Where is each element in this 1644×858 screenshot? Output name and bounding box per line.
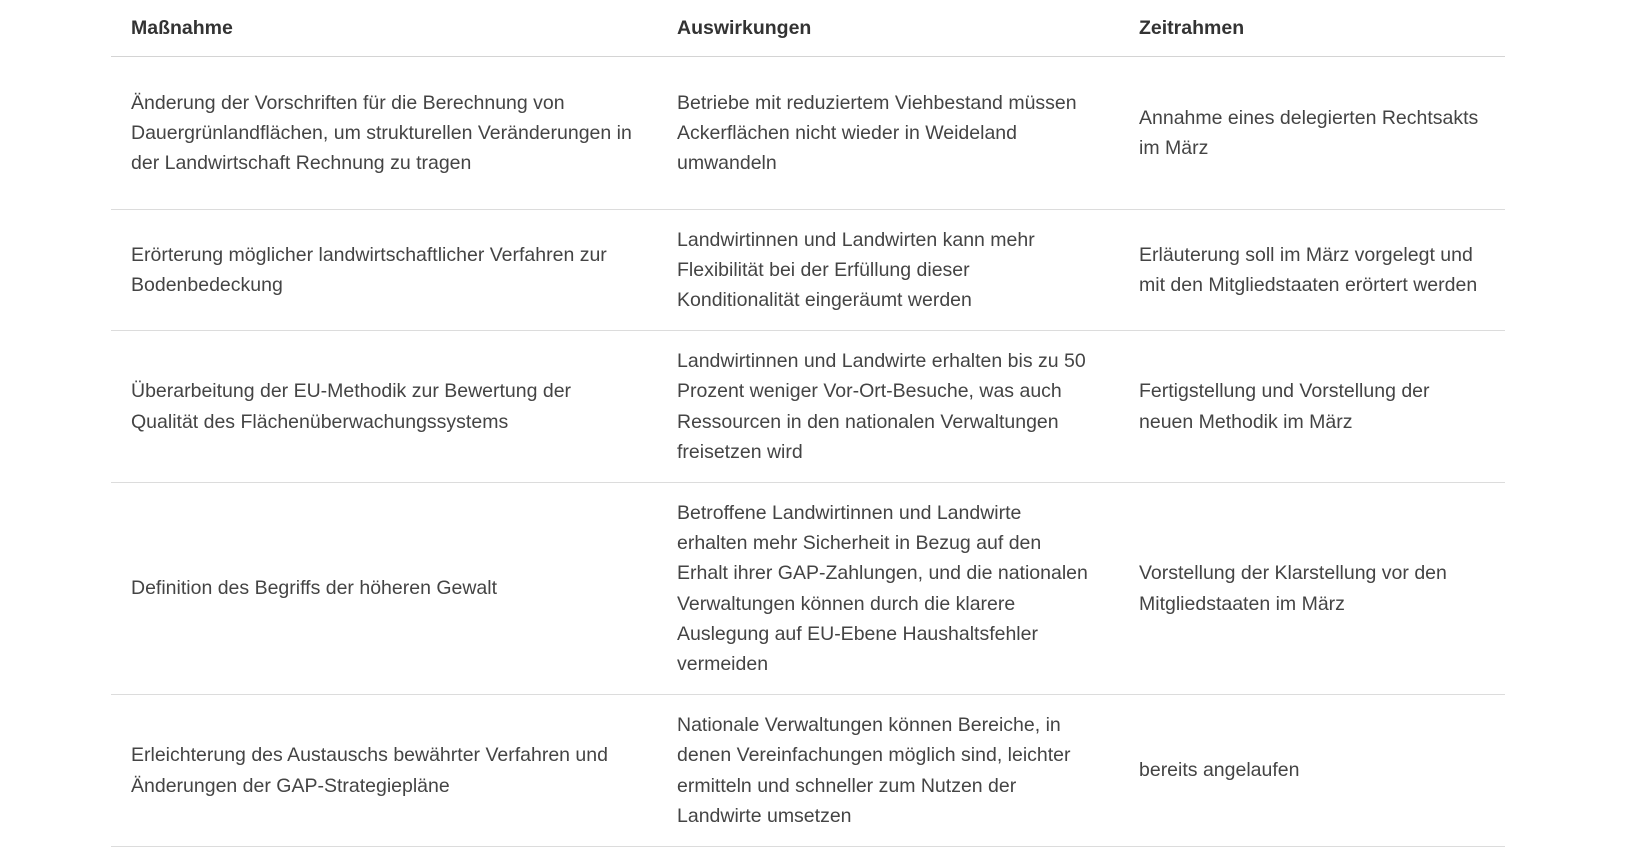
cell-auswirkungen: Betriebe mit reduziertem Viehbestand müssen Ackerflächen nicht wieder in Weideland umwandeln: [657, 57, 1119, 210]
cell-auswirkungen: Nationale Verwaltungen können Bereiche, in denen Vereinfachungen möglich sind, leichter ermitteln und schneller zum Nutzen der Landwirte umsetzen: [657, 695, 1119, 847]
cell-auswirkungen: Betroffene Landwirtinnen und Landwirte erhalten mehr Sicherheit in Bezug auf den Erhalt ihrer GAP-Zahlungen, und die nationalen Verwaltungen können durch die klarere Auslegung auf EU-Ebene Haushaltsfehler vermeiden: [657, 483, 1119, 695]
table-body: [111, 57, 1505, 847]
table-row: [111, 331, 1505, 483]
column-header-auswirkungen: Auswirkungen: [657, 0, 1119, 57]
cell-auswirkungen: Landwirtinnen und Landwirten kann mehr Flexibilität bei der Erfüllung dieser Konditionalität eingeräumt werden: [657, 210, 1119, 331]
table-row: [111, 695, 1505, 847]
cell-zeitrahmen: Erläuterung soll im März vorgelegt und mit den Mitgliedstaaten erörtert werden: [1119, 210, 1505, 331]
cell-zeitrahmen: bereits angelaufen: [1119, 695, 1505, 847]
cell-massnahme: Definition des Begriffs der höheren Gewalt: [111, 483, 657, 695]
column-header-zeitrahmen: Zeitrahmen: [1119, 0, 1505, 57]
header-row: [111, 0, 1505, 57]
cell-zeitrahmen: Fertigstellung und Vorstellung der neuen Methodik im März: [1119, 331, 1505, 483]
cell-massnahme: Änderung der Vorschriften für die Berechnung von Dauergrünlandflächen, um strukturellen Veränderungen in der Landwirtschaft Rechnung zu tragen: [111, 57, 657, 210]
cell-massnahme: Erleichterung des Austauschs bewährter Verfahren und Änderungen der GAP-Strategiepläne: [111, 695, 657, 847]
table-row: [111, 57, 1505, 210]
cell-zeitrahmen: Annahme eines delegierten Rechtsakts im März: [1119, 57, 1505, 210]
cell-massnahme: Überarbeitung der EU-Methodik zur Bewertung der Qualität des Flächenüberwachungssystems: [111, 331, 657, 483]
measures-table: [111, 0, 1505, 847]
table-header: [111, 0, 1505, 57]
column-header-massnahme: Maßnahme: [111, 0, 657, 57]
cell-zeitrahmen: Vorstellung der Klarstellung vor den Mitgliedstaaten im März: [1119, 483, 1505, 695]
table-row: [111, 210, 1505, 331]
cell-massnahme: Erörterung möglicher landwirtschaftlicher Verfahren zur Bodenbedeckung: [111, 210, 657, 331]
cell-auswirkungen: Landwirtinnen und Landwirte erhalten bis zu 50 Prozent weniger Vor-Ort-Besuche, was auch Ressourcen in den nationalen Verwaltungen freisetzen wird: [657, 331, 1119, 483]
measures-table-container: [111, 0, 1505, 847]
table-row: [111, 483, 1505, 695]
